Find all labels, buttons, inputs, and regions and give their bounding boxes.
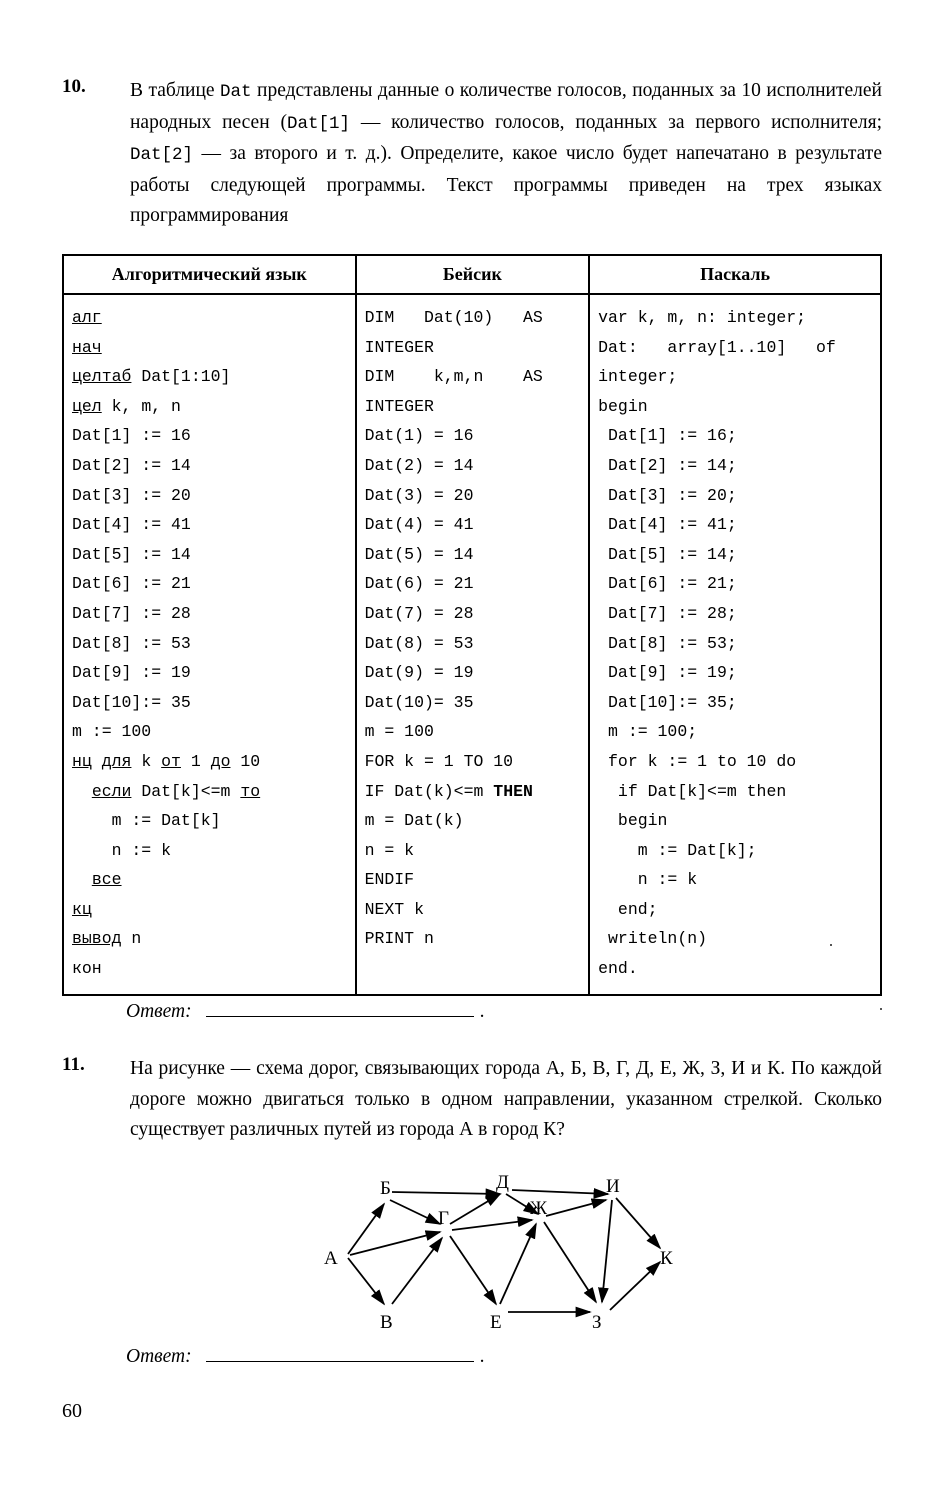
code-line: DIM k,m,n AS: [364, 367, 543, 387]
code-line: m = Dat(k): [364, 811, 464, 831]
code-line: INTEGER: [364, 337, 434, 357]
code-line: IF Dat(k)<=m THEN: [364, 781, 533, 801]
code-line: m := 100: [72, 722, 152, 742]
code-line: Dat[1] := 16;: [598, 426, 737, 446]
graph-node-label: З: [592, 1312, 602, 1333]
code-line: end.: [598, 959, 638, 979]
code-line: DIM Dat(10) AS: [364, 308, 543, 327]
task-10-text-part1: В таблице: [130, 80, 221, 101]
code-line: Dat[1] := 16: [72, 426, 191, 446]
program-languages-table: [62, 254, 882, 996]
code-line: Dat[8] := 53;: [598, 633, 737, 653]
code-line: Dat(2) = 14: [364, 455, 474, 475]
task-10-text-part3: — количество голосов, поданных за первого исполнителя;: [349, 111, 882, 133]
table-header-pascal: Паскаль: [589, 255, 881, 294]
code-line: Dat[3] := 20;: [598, 485, 737, 505]
code-line: алг: [72, 308, 102, 327]
table-header-algo: Алгоритмический язык: [63, 255, 356, 294]
code-line: Dat(6) = 21: [364, 574, 474, 594]
code-line: m = 100: [364, 722, 434, 742]
graph-node-label: Б: [380, 1178, 391, 1199]
task-10-answer: [126, 1000, 484, 1023]
code-line: n := k: [72, 840, 172, 860]
task-10-mono-dat1: Dat[1]: [286, 113, 350, 134]
code-cell-basic: [356, 294, 590, 995]
code-line: begin: [598, 396, 648, 416]
code-line: Dat[5] := 14: [72, 544, 191, 564]
code-line: Dat[7] := 28;: [598, 603, 737, 623]
code-line: Dat[9] := 19: [72, 663, 191, 683]
graph-node-label: В: [380, 1312, 393, 1333]
code-line: Dat(1) = 16: [364, 426, 474, 446]
code-line: NEXT k: [364, 899, 424, 919]
code-line: Dat[10]:= 35: [72, 692, 191, 712]
code-line: Dat[7] := 28: [72, 603, 191, 623]
code-line: FOR k = 1 TO 10: [364, 751, 514, 771]
code-line: Dat[6] := 21: [72, 574, 191, 594]
code-line: Dat[4] := 41;: [598, 515, 737, 535]
code-line: integer;: [598, 367, 678, 387]
table-header-row: [63, 255, 881, 294]
graph-node-label: Е: [490, 1312, 502, 1333]
code-line: if Dat[k]<=m then: [598, 781, 787, 801]
code-cell-pascal: [589, 294, 881, 995]
code-line: кон: [72, 959, 102, 979]
code-line: Dat(3) = 20: [364, 485, 474, 505]
code-line: Dat[4] := 41: [72, 515, 191, 535]
task-11-number: 11.: [62, 1054, 85, 1075]
task-10-number: 10.: [62, 76, 86, 97]
task-11-answer-period: .: [479, 1346, 485, 1367]
task-10-answer-period: .: [479, 1001, 485, 1022]
code-line: PRINT n: [364, 929, 434, 949]
task-10-answer-field[interactable]: [206, 1000, 474, 1017]
code-line: var k, m, n: integer;: [598, 308, 807, 327]
graph-node-label: Ж: [530, 1198, 548, 1219]
code-line: Dat(9) = 19: [364, 663, 474, 683]
code-line: INTEGER: [364, 396, 434, 416]
code-line: кц: [72, 899, 92, 919]
code-line: Dat[5] := 14;: [598, 544, 737, 564]
code-line: Dat[3] := 20: [72, 485, 191, 505]
code-line: n := k: [598, 870, 698, 890]
code-line: вывод n: [72, 929, 142, 949]
code-line: нач: [72, 337, 102, 357]
code-line: Dat[8] := 53: [72, 633, 191, 653]
code-line: Dat[2] := 14: [72, 455, 191, 475]
code-line: m := Dat[k];: [598, 840, 757, 860]
code-line: Dat(8) = 53: [364, 633, 474, 653]
code-line: Dat(7) = 28: [364, 603, 474, 623]
code-line: цел k, m, n: [72, 396, 181, 416]
code-line: Dat(5) = 14: [364, 544, 474, 564]
code-line: целтаб Dat[1:10]: [72, 367, 231, 387]
graph-svg: [300, 1172, 680, 1332]
task-11-text: На рисунке — схема дорог, связывающих города А, Б, В, Г, Д, Е, Ж, З, И и К. По каждой дороге можно двигаться только в одном направлении, указанном стрелкой. Сколько существует различных путей из города А в город К?: [130, 1058, 882, 1140]
task-10-answer-label: Ответ:: [126, 1001, 192, 1022]
code-line: нц для k от 1 до 10: [72, 751, 261, 771]
table-header-basic: Бейсик: [356, 255, 590, 294]
graph-node-label: К: [660, 1248, 673, 1269]
page-number: 60: [62, 1400, 82, 1422]
table-code-row: [63, 294, 881, 995]
code-line: все: [91, 870, 122, 890]
task-10-text: [130, 76, 882, 232]
task-11-answer-label: Ответ:: [126, 1346, 192, 1367]
code-line: Dat(10)= 35: [364, 692, 474, 712]
task-11-answer-field[interactable]: [206, 1345, 474, 1362]
code-line: m := 100;: [598, 722, 698, 742]
code-line: m := Dat[k]: [72, 811, 221, 831]
task-10: [62, 76, 882, 232]
graph-node-label: Д: [496, 1172, 509, 1193]
code-line: Dat[2] := 14;: [598, 455, 737, 475]
roads-graph-figure: [300, 1172, 680, 1332]
speck-1: [880, 1008, 882, 1010]
code-line: Dat[10]:= 35;: [598, 692, 737, 712]
code-line: writeln(n): [598, 929, 708, 949]
code-line: ENDIF: [364, 870, 415, 890]
task-11-answer: [126, 1345, 484, 1368]
task-10-mono-dat2: Dat[2]: [130, 145, 194, 165]
graph-node-label: Г: [438, 1208, 449, 1229]
code-line: Dat(4) = 41: [364, 515, 474, 535]
task-11: [62, 1054, 882, 1146]
code-line: Dat: array[1..10] of: [598, 337, 836, 357]
graph-node-label: А: [324, 1248, 338, 1269]
task-10-text-part4: — за второго и т. д.). Определите, какое число будет напечатано в результате работы следующей программы. Текст программы приведен на трех языках программирования: [130, 143, 882, 226]
code-line: end;: [598, 899, 658, 919]
code-line: Dat[9] := 19;: [598, 663, 737, 683]
task-10-mono-dat: Dat: [220, 82, 252, 102]
code-line: begin: [598, 811, 668, 831]
code-line: Dat[6] := 21;: [598, 574, 737, 594]
code-line: for k := 1 to 10 do: [598, 751, 797, 771]
graph-node-label: И: [606, 1176, 620, 1197]
code-cell-algo: [63, 294, 356, 995]
speck-2: [830, 944, 832, 946]
task-10-text-part2: представлены данные о количестве голосов, поданных за 10 исполнителей народных песен (: [130, 80, 882, 133]
code-line: n = k: [364, 840, 415, 860]
code-line: если Dat[k]<=m то: [91, 781, 261, 801]
